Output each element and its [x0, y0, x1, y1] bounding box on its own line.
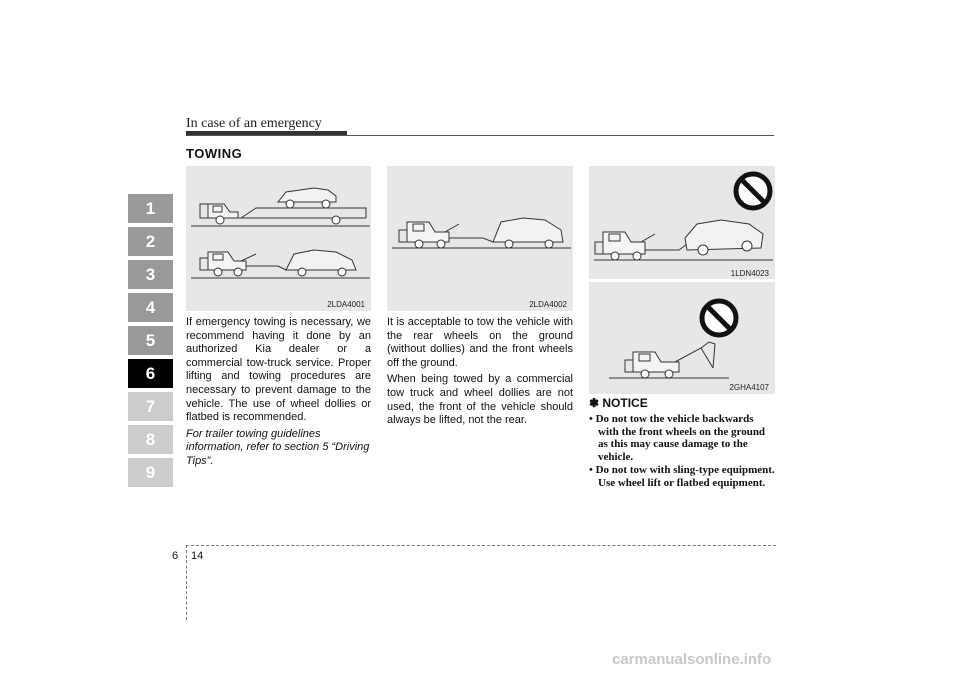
figure-wheel-lift-front-raised — [387, 166, 573, 311]
trailer-towing-reference: For trailer towing guidelines information, refer to section 5 “Driving Tips”. — [186, 427, 370, 467]
rear-wheels-paragraph: It is acceptable to tow the vehicle with the rear wheels on the ground (without dollies) and the front wheels off the ground. — [387, 316, 573, 369]
figure-4-code: 2GHA4107 — [729, 383, 769, 392]
figure-1-code: 2LDA4001 — [327, 300, 365, 309]
chapter-tab-6[interactable]: 6 — [128, 359, 173, 388]
notice-item: • Do not tow the vehicle backwards with the front wheels on the ground as this may cause damage to the vehicle. — [589, 413, 766, 463]
figure-flatbed-and-wheel-lift — [186, 166, 371, 311]
figure-2-illustration — [387, 166, 573, 311]
section-title: TOWING — [186, 146, 243, 161]
chapter-tab-5[interactable]: 5 — [128, 326, 173, 355]
notice-title: ✽ NOTICE — [589, 396, 648, 410]
prohibited-icon — [702, 301, 736, 335]
figure-1-illustration — [186, 166, 371, 311]
footer-rule — [186, 545, 776, 546]
chapter-tab-9[interactable]: 9 — [128, 458, 173, 487]
commercial-tow-paragraph: When being towed by a commercial tow truck and wheel dollies are not used, the front of the vehicle should always be lifted, not the rear. — [387, 373, 573, 427]
figure-3-code: 1LDN4023 — [730, 269, 769, 278]
notice-item: • Do not tow with sling-type equipment. Use wheel lift or flatbed equipment. — [589, 464, 775, 489]
chapter-tab-3[interactable]: 3 — [128, 260, 173, 289]
towing-intro-paragraph: If emergency towing is necessary, we recommend having it done by an authorized Kia dealer or a commercial tow-truck service. Proper lifting and towing procedures are necessary to prevent damage to the vehicle. The use of wheel dollies or flatbed is recommended. — [186, 316, 371, 424]
figure-prohibited-backward-tow — [589, 166, 775, 279]
footer-page-number: 14 — [191, 550, 204, 562]
prohibited-icon — [736, 174, 770, 208]
footer-section-number: 6 — [172, 550, 179, 562]
column-2-text — [387, 316, 573, 431]
chapter-tab-8[interactable]: 8 — [128, 425, 173, 454]
column-1-text — [186, 316, 371, 472]
figure-4-illustration — [589, 282, 775, 394]
chapter-tab-4[interactable]: 4 — [128, 293, 173, 322]
figure-prohibited-sling-tow — [589, 282, 775, 394]
header-title: In case of an emergency — [186, 116, 322, 131]
notice-box — [589, 396, 775, 491]
header-rule — [186, 135, 774, 136]
footer-divider — [186, 545, 187, 620]
figure-3-illustration — [589, 166, 775, 279]
chapter-tabs — [128, 194, 173, 491]
chapter-tab-1[interactable]: 1 — [128, 194, 173, 223]
chapter-tab-2[interactable]: 2 — [128, 227, 173, 256]
chapter-tab-7[interactable]: 7 — [128, 392, 173, 421]
notice-list — [589, 413, 775, 490]
figure-2-code: 2LDA4002 — [529, 300, 567, 309]
watermark: carmanualsonline.info — [612, 651, 772, 668]
